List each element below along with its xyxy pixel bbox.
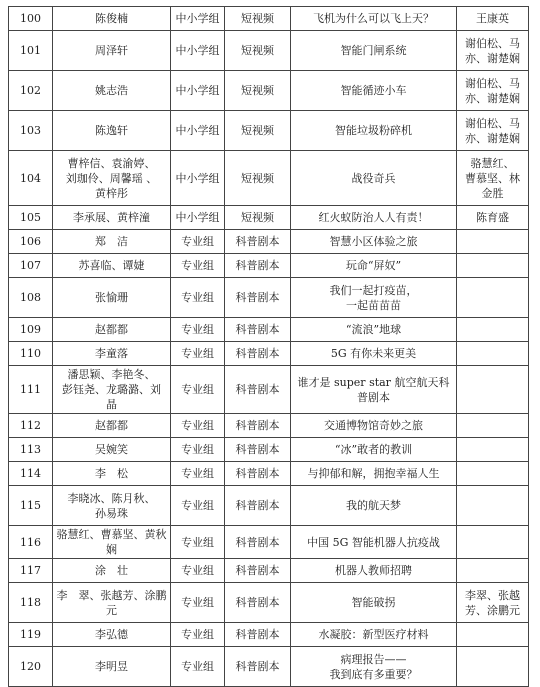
work-type-cell: 短视频 (225, 7, 291, 31)
work-type-cell: 短视频 (225, 31, 291, 71)
table-row (9, 342, 529, 366)
tutor-names-cell: 谢伯松、马 亦、谢楚娴 (457, 111, 529, 151)
entry-number-cell: 118 (9, 583, 53, 623)
table-body (9, 7, 529, 687)
author-names-cell: 赵都都 (53, 318, 171, 342)
entry-number-cell: 108 (9, 278, 53, 318)
tutor-names-cell (457, 623, 529, 647)
entries-table (8, 6, 529, 687)
author-names-cell: 姚志浩 (53, 71, 171, 111)
work-type-cell: 科普剧本 (225, 230, 291, 254)
work-title-cell: 红火蚁防治人人有责！ (291, 206, 457, 230)
table-row (9, 278, 529, 318)
entry-number-cell: 103 (9, 111, 53, 151)
entry-number-cell: 115 (9, 486, 53, 526)
table-row (9, 414, 529, 438)
group-category-cell: 中小学组 (171, 111, 225, 151)
work-title-cell: 交通博物馆奇妙之旅 (291, 414, 457, 438)
work-title-cell: 飞机为什么可以飞上天？ (291, 7, 457, 31)
work-title-cell: 智慧小区体验之旅 (291, 230, 457, 254)
work-type-cell: 科普剧本 (225, 278, 291, 318)
author-names-cell: 苏喜临、谭婕 (53, 254, 171, 278)
work-title-cell: 智能垃圾粉碎机 (291, 111, 457, 151)
tutor-names-cell (457, 559, 529, 583)
author-names-cell: 涂 壮 (53, 559, 171, 583)
author-names-cell: 李晓冰、陈月秋、 孙易珠 (53, 486, 171, 526)
table-row (9, 71, 529, 111)
work-type-cell: 科普剧本 (225, 647, 291, 687)
group-category-cell: 专业组 (171, 366, 225, 414)
group-category-cell: 中小学组 (171, 7, 225, 31)
group-category-cell: 专业组 (171, 462, 225, 486)
work-type-cell: 科普剧本 (225, 486, 291, 526)
table-row (9, 254, 529, 278)
work-title-cell: “冰”敢者的教训 (291, 438, 457, 462)
table-row (9, 318, 529, 342)
work-title-cell: 智能门闸系统 (291, 31, 457, 71)
entry-number-cell: 117 (9, 559, 53, 583)
group-category-cell: 专业组 (171, 623, 225, 647)
author-names-cell: 李 翠、张越芳、涂鹏元 (53, 583, 171, 623)
work-title-cell: “流浪”地球 (291, 318, 457, 342)
group-category-cell: 专业组 (171, 254, 225, 278)
work-title-cell: 与抑郁和解，拥抱幸福人生 (291, 462, 457, 486)
group-category-cell: 专业组 (171, 342, 225, 366)
author-names-cell: 李承展、黄梓潼 (53, 206, 171, 230)
work-title-cell: 智能循迹小车 (291, 71, 457, 111)
work-title-cell: 机器人教师招聘 (291, 559, 457, 583)
group-category-cell: 中小学组 (171, 151, 225, 206)
table-row (9, 111, 529, 151)
work-title-cell: 我的航天梦 (291, 486, 457, 526)
entry-number-cell: 100 (9, 7, 53, 31)
author-names-cell: 张愉珊 (53, 278, 171, 318)
tutor-names-cell: 谢伯松、马 亦、谢楚娴 (457, 71, 529, 111)
group-category-cell: 专业组 (171, 583, 225, 623)
work-title-cell: 水凝胶：新型医疗材料 (291, 623, 457, 647)
tutor-names-cell: 陈育盛 (457, 206, 529, 230)
tutor-names-cell (457, 366, 529, 414)
group-category-cell: 专业组 (171, 486, 225, 526)
work-title-cell: 智能破拐 (291, 583, 457, 623)
work-type-cell: 科普剧本 (225, 318, 291, 342)
entry-number-cell: 114 (9, 462, 53, 486)
work-title-cell: 5G 有你未来更美 (291, 342, 457, 366)
author-names-cell: 骆慧红、曹慕坚、黄秋娴 (53, 526, 171, 559)
author-names-cell: 陈俊楠 (53, 7, 171, 31)
author-names-cell: 李童落 (53, 342, 171, 366)
tutor-names-cell: 谢伯松、马 亦、谢楚娴 (457, 31, 529, 71)
entry-number-cell: 101 (9, 31, 53, 71)
table-row (9, 623, 529, 647)
entry-number-cell: 104 (9, 151, 53, 206)
group-category-cell: 专业组 (171, 318, 225, 342)
work-type-cell: 科普剧本 (225, 254, 291, 278)
tutor-names-cell (457, 462, 529, 486)
author-names-cell: 李 松 (53, 462, 171, 486)
entry-number-cell: 119 (9, 623, 53, 647)
work-type-cell: 短视频 (225, 111, 291, 151)
author-names-cell: 李明昱 (53, 647, 171, 687)
entry-number-cell: 113 (9, 438, 53, 462)
entry-number-cell: 112 (9, 414, 53, 438)
table-row (9, 366, 529, 414)
tutor-names-cell: 王康英 (457, 7, 529, 31)
entry-number-cell: 109 (9, 318, 53, 342)
author-names-cell: 曹梓信、袁渝婷、 刘珈伶、周馨瑶 、 黄梓彤 (53, 151, 171, 206)
entry-number-cell: 111 (9, 366, 53, 414)
table-row (9, 31, 529, 71)
work-title-cell: 病理报告—— 我到底有多重要？ (291, 647, 457, 687)
work-type-cell: 科普剧本 (225, 462, 291, 486)
work-type-cell: 科普剧本 (225, 623, 291, 647)
work-type-cell: 短视频 (225, 206, 291, 230)
table-row (9, 647, 529, 687)
work-type-cell: 科普剧本 (225, 526, 291, 559)
author-names-cell: 陈逸轩 (53, 111, 171, 151)
entry-number-cell: 120 (9, 647, 53, 687)
group-category-cell: 专业组 (171, 559, 225, 583)
work-title-cell: 我们一起打疫苗， 一起苗苗苗 (291, 278, 457, 318)
table-row (9, 462, 529, 486)
author-names-cell: 李弘德 (53, 623, 171, 647)
work-type-cell: 科普剧本 (225, 342, 291, 366)
work-title-cell: 谁才是 super star 航空航天科 普剧本 (291, 366, 457, 414)
tutor-names-cell: 骆慧红、 曹慕坚、林 金胜 (457, 151, 529, 206)
group-category-cell: 中小学组 (171, 71, 225, 111)
group-category-cell: 专业组 (171, 414, 225, 438)
work-type-cell: 科普剧本 (225, 438, 291, 462)
work-title-cell: 战役奇兵 (291, 151, 457, 206)
tutor-names-cell: 李翠、张越 芳、涂鹏元 (457, 583, 529, 623)
group-category-cell: 专业组 (171, 647, 225, 687)
entry-number-cell: 107 (9, 254, 53, 278)
author-names-cell: 郑 洁 (53, 230, 171, 254)
tutor-names-cell (457, 230, 529, 254)
table-row (9, 206, 529, 230)
table-row (9, 526, 529, 559)
table-row (9, 583, 529, 623)
tutor-names-cell (457, 647, 529, 687)
group-category-cell: 中小学组 (171, 31, 225, 71)
table-row (9, 438, 529, 462)
tutor-names-cell (457, 278, 529, 318)
group-category-cell: 专业组 (171, 438, 225, 462)
entry-number-cell: 106 (9, 230, 53, 254)
group-category-cell: 专业组 (171, 278, 225, 318)
entry-number-cell: 105 (9, 206, 53, 230)
work-title-cell: 玩命“屏奴” (291, 254, 457, 278)
author-names-cell: 潘思颖、李艳冬、 彭钰尧、龙璐潞、刘 晶 (53, 366, 171, 414)
work-type-cell: 短视频 (225, 151, 291, 206)
group-category-cell: 专业组 (171, 230, 225, 254)
entry-number-cell: 116 (9, 526, 53, 559)
tutor-names-cell (457, 438, 529, 462)
table-row (9, 7, 529, 31)
tutor-names-cell (457, 318, 529, 342)
work-type-cell: 科普剧本 (225, 559, 291, 583)
tutor-names-cell (457, 254, 529, 278)
author-names-cell: 赵都都 (53, 414, 171, 438)
work-title-cell: 中国 5G 智能机器人抗疫战 (291, 526, 457, 559)
tutor-names-cell (457, 414, 529, 438)
group-category-cell: 中小学组 (171, 206, 225, 230)
entry-number-cell: 102 (9, 71, 53, 111)
work-type-cell: 科普剧本 (225, 583, 291, 623)
tutor-names-cell (457, 526, 529, 559)
table-row (9, 486, 529, 526)
group-category-cell: 专业组 (171, 526, 225, 559)
table-row (9, 559, 529, 583)
author-names-cell: 周泽轩 (53, 31, 171, 71)
tutor-names-cell (457, 342, 529, 366)
entry-number-cell: 110 (9, 342, 53, 366)
table-row (9, 230, 529, 254)
work-type-cell: 科普剧本 (225, 414, 291, 438)
author-names-cell: 吴婉笑 (53, 438, 171, 462)
work-type-cell: 短视频 (225, 71, 291, 111)
work-type-cell: 科普剧本 (225, 366, 291, 414)
table-row (9, 151, 529, 206)
tutor-names-cell (457, 486, 529, 526)
